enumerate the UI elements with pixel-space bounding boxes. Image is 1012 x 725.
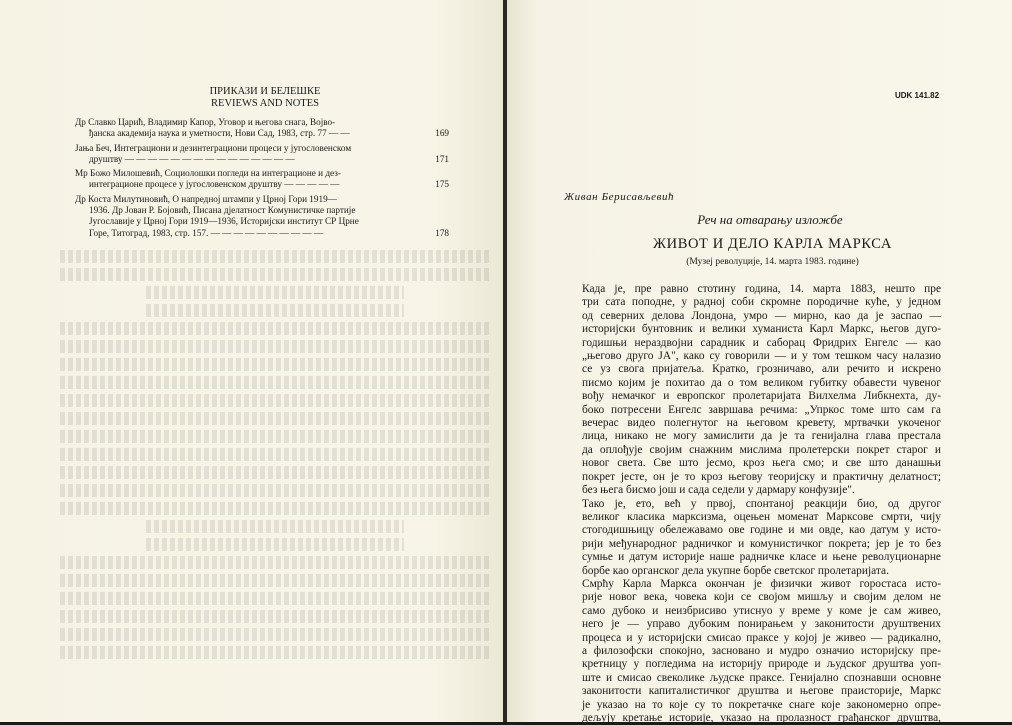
toc-page-number: 178: [435, 227, 449, 238]
article-line: се уз свога пријатеља. Кратко, грозничаво, али речито и искрено: [582, 363, 941, 376]
article-paragraph: [564, 578, 941, 725]
article-date-line: (Музеј револуције, 14. марта 1983. године): [686, 257, 859, 267]
article-line: од северних делова Лондона, умро — мирно, као да је заспао —: [582, 309, 941, 322]
toc-entry: [75, 168, 449, 191]
toc-entry-line: 1936. Др Јован Р. Бојовић, Писана дјелатност Комунистичке партије: [89, 205, 356, 216]
toc-entry-line: ђанска академија наука и уметности, Нови Сад, 1983, стр. 77 — —: [89, 128, 350, 139]
toc-page-number: 171: [435, 153, 449, 164]
bleed-through-text: [60, 250, 490, 670]
article-line: вођу немачког и европског пролетаријата Вилхелма Либкнехта, ду-: [582, 390, 941, 403]
article-line: него је — управо дубоким понирањем у законитости друштвених: [582, 618, 941, 631]
article-title: ЖИВОТ И ДЕЛО КАРЛА МАРКСА: [653, 236, 892, 252]
article-line: да оплођује својим снажним мислима пролетерски покрет старог и: [582, 443, 941, 456]
article-line: стогодишњицу обележавамо ове године и ми овде, као датум у исто-: [582, 524, 941, 537]
article-body: [564, 283, 941, 725]
toc-page-number: 175: [435, 179, 449, 190]
section-header-cyrillic: ПРИКАЗИ И БЕЛЕШКЕ: [209, 86, 321, 97]
article-paragraph: [564, 498, 941, 578]
section-header-english: REVIEWS AND NOTES: [211, 98, 319, 109]
toc-entry-line: друштву — — — — — — — — — — — — — — —: [89, 153, 295, 164]
article-line: Смрћу Карла Маркса окончан је физички живот горостаса исто-: [582, 577, 941, 590]
toc-entry: [75, 117, 449, 140]
article-line: рији међународног радничког и комунистичког покрета; јер је то без: [582, 537, 941, 550]
udk-code: UDK 141.82: [895, 91, 940, 100]
article-subtitle: Реч на отварању изложбе: [697, 212, 843, 227]
article-line: рије новог века, човека који се својом мишљу и својим делом не: [582, 591, 941, 604]
article-line: вечерас видео полегнутог на његовом кревету, мртвачки укоченог: [582, 417, 941, 430]
article-line: покрет јесте, он је то кроз његову теоријску и практичну делатност;: [582, 470, 941, 483]
toc-entry-line: Др Коста Милутиновић, О напредној штампи у Црној Гори 1919—: [75, 193, 337, 204]
article-line: писмо којим је похитао да о том великом губитку обавести чувеног: [582, 376, 941, 389]
article-line: „његово друго ЈА", како су говорили — и у том тешком часу налазио: [582, 350, 941, 363]
article-line: процеса и у историјски смисао праксе у којој је живео — радикално,: [582, 631, 941, 644]
left-page: [0, 0, 503, 722]
toc-entry-line: Др Славко Царић, Владимир Капор, Уговор и његова снага, Војво-: [75, 117, 336, 127]
article-line: без њега бисмо још и сада седели у дармару конфузије".: [582, 484, 855, 497]
article-line: само дубоко и неизбрисиво утиснуо у време у коме је сам живео,: [582, 604, 941, 617]
toc-entry-line: Мр Божо Милошевић, Социолошки погледи на интеграционе и дез-: [75, 168, 341, 179]
section-header: [200, 86, 330, 110]
article-line: а филозофски спокојно, засновано и мудро означио историјску пре-: [582, 644, 941, 657]
article-line: ште и смисао свеколике људске праксе. Генијално спознавши основне: [582, 671, 941, 684]
article-line: три сата поподне, у радној соби скромне породичне куће, у једном: [582, 296, 941, 309]
article-line: законитости капиталистичког друштва и његове праисторије, Маркс: [582, 685, 941, 698]
toc-entry-line: Горе, Титоград, 1983, стр. 157. — — — — — — — — — —: [89, 227, 324, 238]
article-line: новог света. Све што јесмо, кроз њега смо; и све што данашњи: [582, 457, 941, 470]
article-line: годишњи нераздвојни сарадник и саборац Фридрих Енгелс — као: [582, 336, 941, 349]
article-line: боко потресени Енгелс завршава речима: „Упркос томе што сам га: [582, 403, 941, 416]
article-line: великог класика марксизма, оцењен моменат Марксове смрти, чију: [582, 510, 941, 523]
article-line: је указао на то које су то покретачке снаге које закономерно опре-: [582, 698, 941, 711]
article-line: Тако је, ето, већ у првој, спонтаној реакцији био, од другог: [582, 497, 941, 510]
author-name: Живан Берисављевић: [564, 191, 675, 203]
toc-entry: [75, 143, 449, 166]
toc-page-number: 169: [435, 128, 449, 139]
table-of-contents: [75, 117, 449, 242]
article-line: лица, никако не могу замислити да је та генијална глава престала: [582, 430, 941, 443]
article-line: дељују кретање историје, указао на пролазност грађанског друштва,: [582, 712, 941, 724]
toc-entry-line: Јања Беч, Интеграциони и дезинтеграциони процеси у југословенском: [75, 142, 352, 153]
article-paragraph: [564, 283, 941, 498]
toc-entry-line: интеграционе процесе у југословенском друштву — — — — —: [89, 179, 340, 190]
article-line: сумње и датум историје наше радничке класе и њене револуционарне: [582, 551, 941, 564]
article-line: борбе као органског дела укупне борбе светског пролетаријата.: [582, 564, 889, 577]
toc-entry-line: Југославије у Црној Гори 1919—1936, Историјски институт СР Црне: [89, 216, 359, 227]
article-line: Када је, пре равно стотину година, 14. марта 1883, нешто пре: [582, 283, 941, 295]
article-line: историјски бунтовник и велики хуманиста Карл Маркс, његов дуго-: [582, 323, 941, 336]
article-line: кретницу у погледима на историју природе и људског друштва уоп-: [582, 658, 941, 671]
toc-entry: [75, 194, 449, 239]
